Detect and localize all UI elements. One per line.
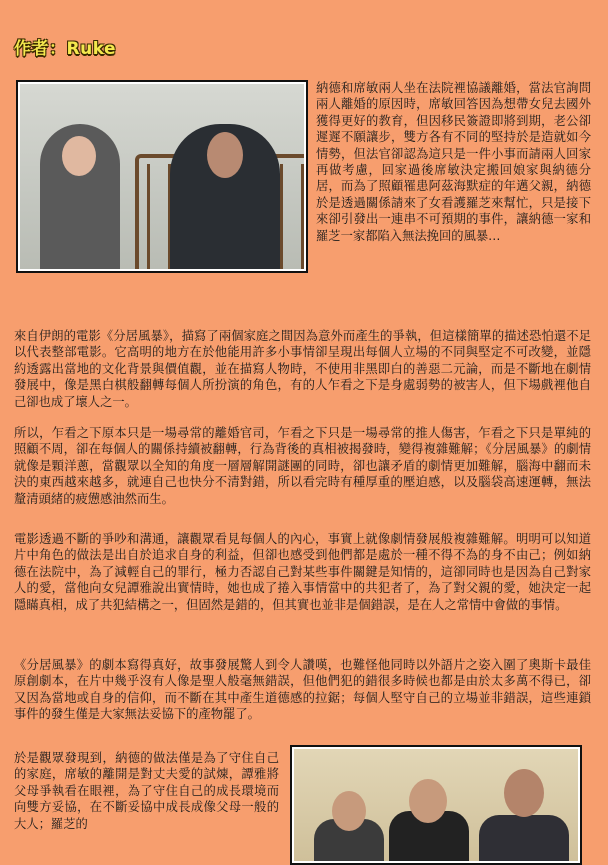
paragraph-4: 《分居風暴》的劇本寫得真好，故事發展驚人到令人讚嘆，也難怪他同時以外語片之姿入圍了奧斯卡最佳原創劇本，在片中幾乎沒有人像是聖人般毫無錯誤，但他們犯的錯很多時候也都是由於太多萬不得已，卻又因為當地或自身的信仰，而不斷在其中產生道德感的拉鋸；每個人堅守自己的立場並非錯誤，這些連鎖事件的發生僅是大家無法妥協下的產物罷了。 [14,658,591,722]
paragraph-2: 所以，乍看之下原本只是一場尋常的離婚官司，乍看之下只是一場尋常的推人傷害，乍看之下只是單純的照顧不周，卻在每個人的關係持續被翻轉，行為背後的真相被揭發時，變得複雜難解；《分居風暴》的劇情就像是顆洋蔥，當觀眾以全知的角度一層層解開謎團的同時，卻也讓矛盾的劇情更加難解，腦海中翻而未決的東西越來越多，就連自己也快分不清對錯，所以看完時有種厚重的壓迫感，以及腦袋高速運轉，無法釐清頭緒的疲憊感油然而生。 [14,426,591,506]
paragraph-3: 電影透過不斷的爭吵和溝通，讓觀眾看見每個人的內心，事實上就像劇情發展般複雜難解。明明可以知道片中角色的做法是出自於追求自身的利益，但卻也感受到他們都是處於一種不得不為的身不由己；例如納德在法院中，為了減輕自己的罪行，極力否認自己對某些事件關鍵是知情的，這卻同時也是因為自己對家人的愛，當他向女兒譚雅說出實情時，她也成了捲入事情當中的共犯者了，為了對父親的愛，她決定一起隱瞞真相，成了共犯結構之一，但固然是錯的，但其實也並非是個錯誤，是在人之常情中會做的事情。 [14,532,591,612]
film-still-courtroom [290,745,582,865]
intro-block [14,80,591,277]
paragraph-5: 於是觀眾發現到，納德的做法僅是為了守住自己的家庭，席敏的離開是對丈夫愛的試煉，譚雅將父母爭執看在眼裡，為了守住自己的成長環境而向雙方妥協，在不斷妥協中成長成像父母一般的大人；羅芝的 [14,751,279,831]
author-heading: 作者：Ruke [14,39,117,59]
paragraph-1: 來自伊朗的電影《分居風暴》，描寫了兩個家庭之間因為意外而產生的爭執，但這樣簡單的描述恐怕還不足以代表整部電影。它高明的地方在於他能用許多小事情卻呈現出每個人立場的不同與堅定不可改變，並隱約透露出當地的文化背景與價值觀，並在描寫人物時，不使用非黑即白的善惡二元論，而是不斷地在劇情發展中，像是黑白棋般翻轉每個人所扮演的角色，有的人乍看之下是身處弱勢的被害人，但下場戲裡他自己卻也成了壞人之一。 [14,329,591,409]
film-still-couple [16,80,308,273]
intro-paragraph: 納德和席敏兩人坐在法院裡協議離婚，當法官詢問兩人離婚的原因時，席敏回答因為想帶女兒去國外獲得更好的教育，但因移民簽證即將到期，老公卻遲遲不願讓步，雙方各有不同的堅持於是造就如今情勢，但法官卻認為這只是一件小事而請兩人回家再做考慮，回家過後席敏決定搬回娘家與納德分居，而為了照顧罹患阿茲海默症的年邁父親，納德於是透過關係請來了女看護羅芝來幫忙，只是接下來卻引發出一連串不可預期的事件，讓納德一家和羅芝一家都陷入無法挽回的風暴… [316,81,591,243]
